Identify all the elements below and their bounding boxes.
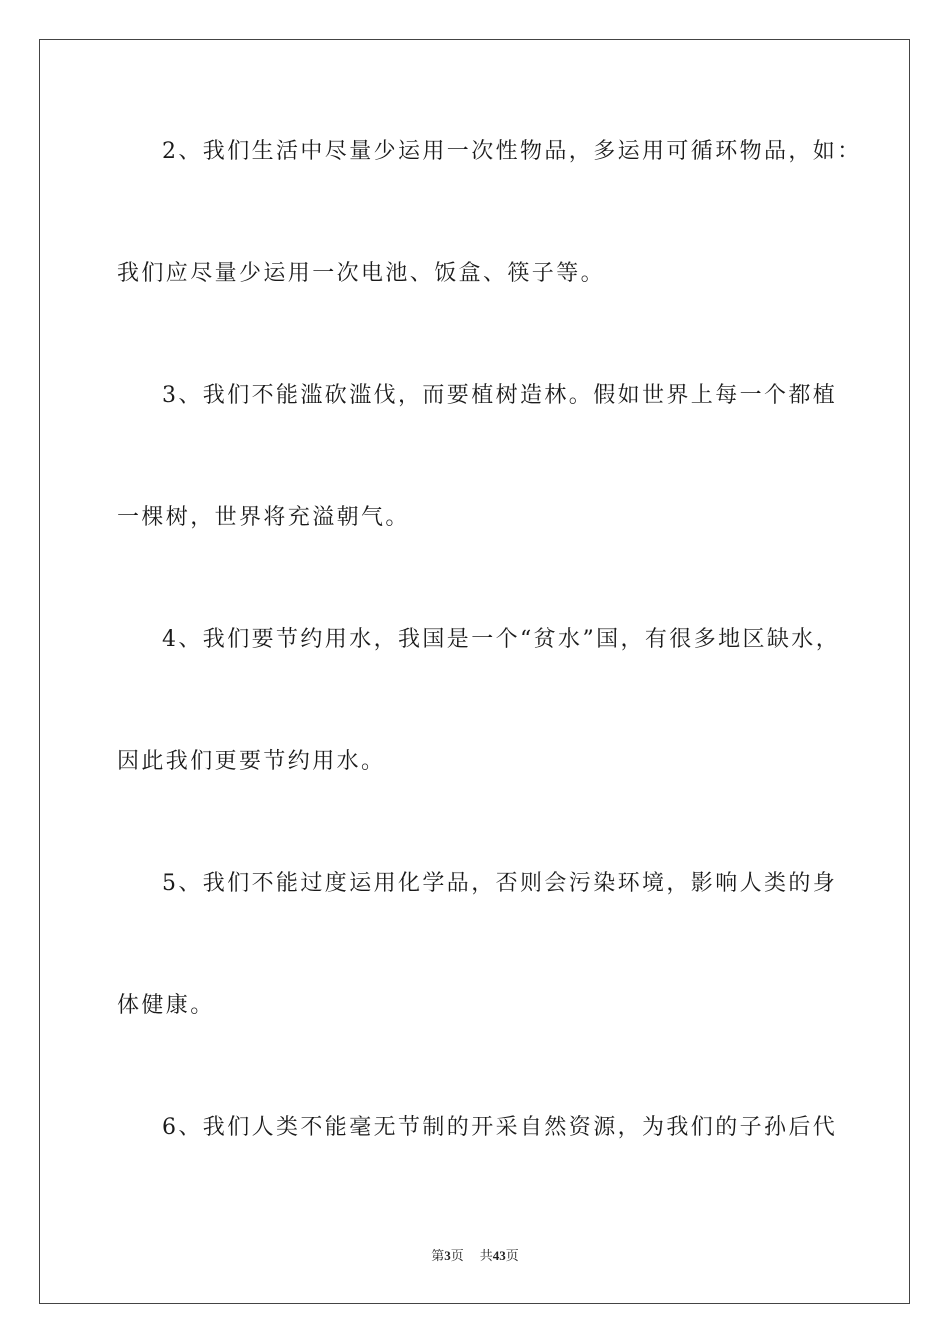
paragraph-4-line-2: 因此我们更要节约用水。	[117, 749, 386, 774]
footer-page-number: 3	[444, 1248, 451, 1263]
footer-total-prefix: 共	[479, 1248, 493, 1263]
footer-page-prefix: 第	[431, 1248, 445, 1263]
paragraph-2-line-2: 我们应尽量少运用一次电池、饭盒、筷子等。	[117, 261, 606, 286]
footer-total-pages: 43	[492, 1248, 506, 1263]
footer-total-suffix: 页	[505, 1248, 519, 1263]
footer-page-suffix: 页	[450, 1248, 464, 1263]
paragraph-2-line-1: 2、我们生活中尽量少运用一次性物品，多运用可循环物品，如：	[162, 139, 862, 164]
paragraph-4-line-1: 4、我们要节约用水，我国是一个“贫水”国，有很多地区缺水，	[162, 627, 841, 652]
paragraph-3-line-1: 3、我们不能滥砍滥伐，而要植树造林。假如世界上每一个都植	[162, 383, 838, 408]
paragraph-3-line-2: 一棵树，世界将充溢朝气。	[117, 505, 410, 530]
paragraph-5-line-2: 体健康。	[117, 993, 215, 1018]
paragraph-5-line-1: 5、我们不能过度运用化学品，否则会污染环境，影响人类的身	[162, 871, 838, 896]
paragraph-6-line-1: 6、我们人类不能毫无节制的开采自然资源，为我们的子孙后代	[162, 1115, 838, 1140]
page-footer	[0, 1247, 950, 1265]
